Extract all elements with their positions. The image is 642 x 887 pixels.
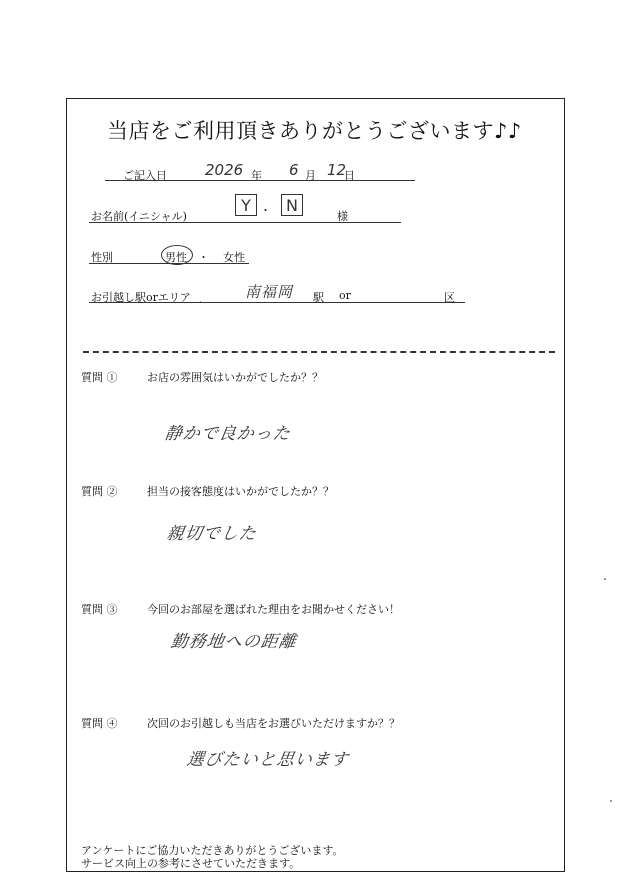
date-day-unit: 日 — [344, 169, 355, 182]
q4-question: 次回のお引越しも当店をお選びいただけますか？？ — [147, 717, 400, 730]
moving-underline — [89, 302, 465, 303]
form-title: 当店をご利用頂きありがとうございます♪♪ — [107, 119, 522, 143]
q1-question: お店の雰囲気はいかがでしたか？？ — [147, 371, 323, 384]
q3-answer: 勤務地への距離 — [169, 632, 299, 652]
name-honorific: 様 — [337, 210, 348, 223]
date-year-unit: 年 — [251, 169, 262, 182]
gender-label: 性別 — [91, 251, 113, 264]
q2-answer: 親切でした — [165, 524, 259, 544]
name-separator: ・ — [260, 204, 271, 217]
moving-label: お引越し駅orエリア — [91, 291, 191, 304]
date-underline — [105, 180, 415, 181]
q3-question: 今回のお部屋を選ばれた理由をお聞かせください！ — [147, 603, 400, 616]
date-month-unit: 月 — [305, 169, 316, 182]
date-day-value: 12 — [327, 161, 347, 179]
initial-box-2 — [281, 194, 303, 216]
initial-2: N — [286, 195, 298, 215]
q2-question: 担当の接客態度はいかがでしたか？？ — [147, 485, 334, 498]
survey-form — [66, 98, 565, 872]
initial-1: Y — [241, 195, 251, 215]
gender-female: 女性 — [223, 251, 245, 264]
footer — [81, 844, 343, 870]
moving-station-value: 南福岡 — [245, 283, 294, 301]
scan-speck — [604, 578, 606, 580]
name-underline — [89, 222, 401, 223]
gender-male: 男性 — [165, 251, 187, 264]
footer-line-2: サービス向上の参考にさせていただきます。 — [81, 857, 301, 870]
name-label: お名前(イニシャル) — [91, 210, 187, 223]
gender-separator: ・ — [198, 251, 209, 264]
moving-ward-unit: 区 — [444, 291, 455, 304]
q4-marker: 質問 ④ — [81, 717, 118, 730]
q4-answer: 選びたいと思います — [185, 750, 351, 770]
date-year-value: 2026 — [205, 161, 244, 179]
q1-marker: 質問 ① — [81, 371, 118, 384]
q3-marker: 質問 ③ — [81, 603, 118, 616]
scan-speck — [200, 301, 201, 302]
moving-or: or — [339, 289, 351, 302]
q1-answer: 静かで良かった — [163, 424, 293, 444]
gender-underline — [89, 263, 249, 264]
section-divider — [83, 351, 555, 353]
moving-station-unit: 駅 — [313, 291, 324, 304]
q2-marker: 質問 ② — [81, 485, 118, 498]
date-label: ご記入日 — [123, 169, 167, 182]
scan-speck — [610, 800, 612, 802]
date-month-value: 6 — [289, 161, 299, 179]
footer-line-1: アンケートにご協力いただきありがとうございます。 — [81, 844, 344, 857]
initial-box-1 — [235, 194, 257, 216]
